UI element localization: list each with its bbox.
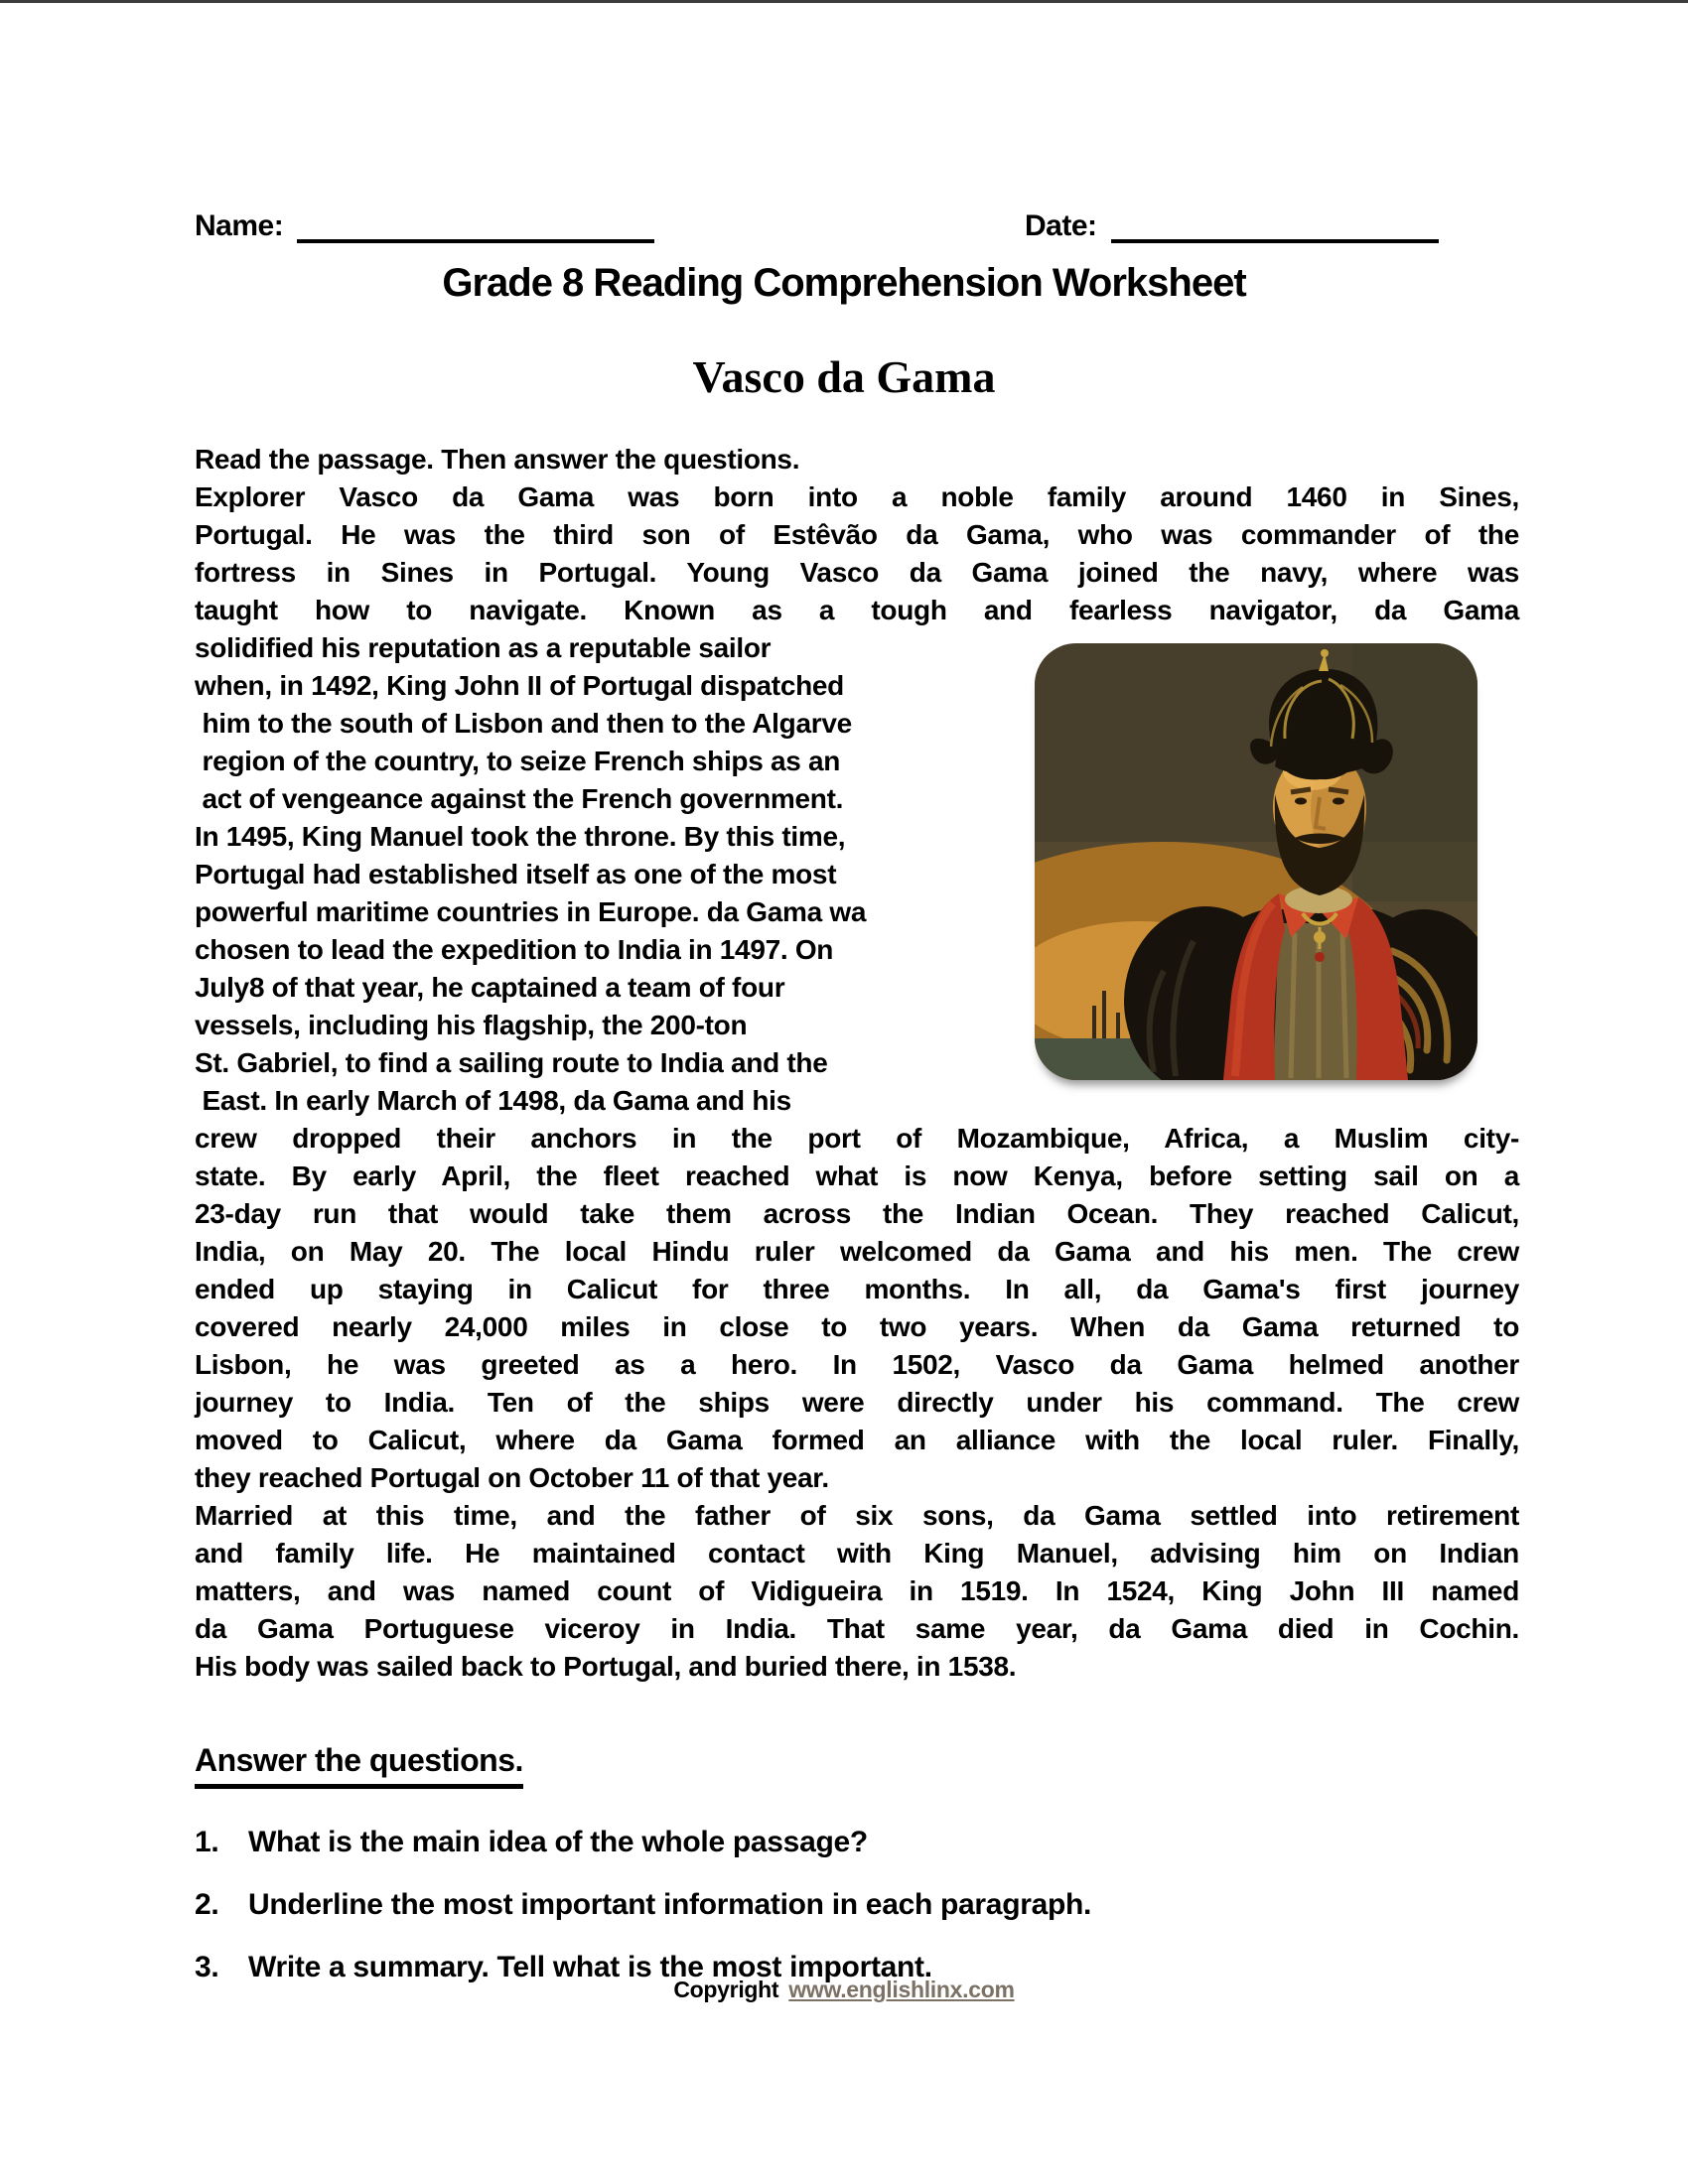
question-number: 1. xyxy=(195,1826,219,1858)
passage-line: they reached Portugal on October 11 of that year. xyxy=(195,1462,829,1493)
question-number: 3. xyxy=(195,1951,219,1983)
passage-line: matters, and was named count of Vidigueira in 1519. In 1524, King John III named xyxy=(195,1575,1519,1606)
copyright-prefix: Copyright xyxy=(673,1977,779,2002)
passage-line: July8 of that year, he captained a team of four xyxy=(195,972,785,1003)
passage-line: East. In early March of 1498, da Gama and his xyxy=(195,1085,791,1116)
copyright-link[interactable]: www.englishlinx.com xyxy=(788,1977,1015,2002)
name-field xyxy=(195,207,654,243)
right-eye xyxy=(1333,798,1344,805)
passage-line: when, in 1492, King John II of Portugal dispatched xyxy=(195,670,844,701)
worksheet-title: Grade 8 Reading Comprehension Worksheet xyxy=(442,261,1246,305)
date-blank-line xyxy=(1111,207,1439,243)
passage-line: In 1495, King Manuel took the throne. By this time, xyxy=(195,821,846,852)
passage-line: region of the country, to seize French ships as an xyxy=(195,746,841,776)
passage-line: Explorer Vasco da Gama was born into a noble family around 1460 in Sines, xyxy=(195,481,1519,512)
passage-line: Lisbon, he was greeted as a hero. In 1502, Vasco da Gama helmed another xyxy=(195,1349,1519,1380)
passage-line: Married at this time, and the father of six sons, da Gama settled into retirement xyxy=(195,1500,1519,1531)
name-blank-line xyxy=(297,207,654,243)
questions-heading: Answer the questions. xyxy=(195,1742,523,1789)
copyright-text xyxy=(0,1977,1688,2003)
portrait-illustration xyxy=(1035,643,1477,1080)
date-label: Date: xyxy=(1025,209,1097,242)
passage-instruction: Read the passage. Then answer the questions. xyxy=(195,444,800,475)
passage-line: Portugal had established itself as one of the most xyxy=(195,859,837,889)
question-text: Underline the most important information in each paragraph. xyxy=(248,1888,1092,1921)
passage-line: India, on May 20. The local Hindu ruler welcomed da Gama and his men. The crew xyxy=(195,1236,1519,1267)
passage-line: journey to India. Ten of the ships were directly under his command. The crew xyxy=(195,1387,1519,1418)
passage-line: act of vengeance against the French government. xyxy=(195,783,844,814)
question-text: Write a summary. Tell what is the most important. xyxy=(248,1951,932,1983)
passage-title: Vasco da Gama xyxy=(692,351,996,402)
question-text: What is the main idea of the whole passage? xyxy=(248,1826,868,1858)
question-item xyxy=(195,1885,1519,1925)
passage-line: covered nearly 24,000 miles in close to two years. When da Gama returned to xyxy=(195,1311,1519,1342)
passage-line: solidified his reputation as a reputable sailor xyxy=(195,632,772,663)
question-item xyxy=(195,1823,1519,1862)
passage-line: His body was sailed back to Portugal, and buried there, in 1538. xyxy=(195,1651,1017,1682)
left-eye xyxy=(1295,798,1307,805)
passage-line: moved to Calicut, where da Gama formed an alliance with the local ruler. Finally, xyxy=(195,1425,1519,1455)
passage-line: and family life. He maintained contact with King Manuel, advising him on Indian xyxy=(195,1538,1519,1569)
passage-line: St. Gabriel, to find a sailing route to India and the xyxy=(195,1047,828,1078)
passage-line: him to the south of Lisbon and then to the Algarve xyxy=(195,708,852,739)
name-label: Name: xyxy=(195,209,284,242)
question-number: 2. xyxy=(195,1888,219,1921)
passage-line: da Gama Portuguese viceroy in India. That same year, da Gama died in Cochin. xyxy=(195,1613,1519,1644)
date-field xyxy=(1025,207,1439,243)
vasco-da-gama-portrait xyxy=(1035,643,1477,1080)
passage-line: fortress in Sines in Portugal. Young Vasco da Gama joined the navy, where was xyxy=(195,557,1519,588)
passage-line: Portugal. He was the third son of Estêvão da Gama, who was commander of the xyxy=(195,519,1519,550)
passage-line: vessels, including his flagship, the 200-ton xyxy=(195,1010,748,1040)
passage-line: chosen to lead the expedition to India in 1497. On xyxy=(195,934,834,965)
passage-line: state. By early April, the fleet reached what is now Kenya, before setting sail on a xyxy=(195,1160,1519,1191)
passage-line: ended up staying in Calicut for three months. In all, da Gama's first journey xyxy=(195,1274,1519,1304)
questions-list xyxy=(195,1823,1519,1987)
passage-line: taught how to navigate. Known as a tough and fearless navigator, da Gama xyxy=(195,595,1519,625)
questions-section xyxy=(195,1742,1519,2010)
passage-line: crew dropped their anchors in the port of Mozambique, Africa, a Muslim city- xyxy=(195,1123,1519,1154)
passage-line: 23-day run that would take them across the Indian Ocean. They reached Calicut, xyxy=(195,1198,1519,1229)
passage-line: powerful maritime countries in Europe. da Gama wa xyxy=(195,896,867,927)
